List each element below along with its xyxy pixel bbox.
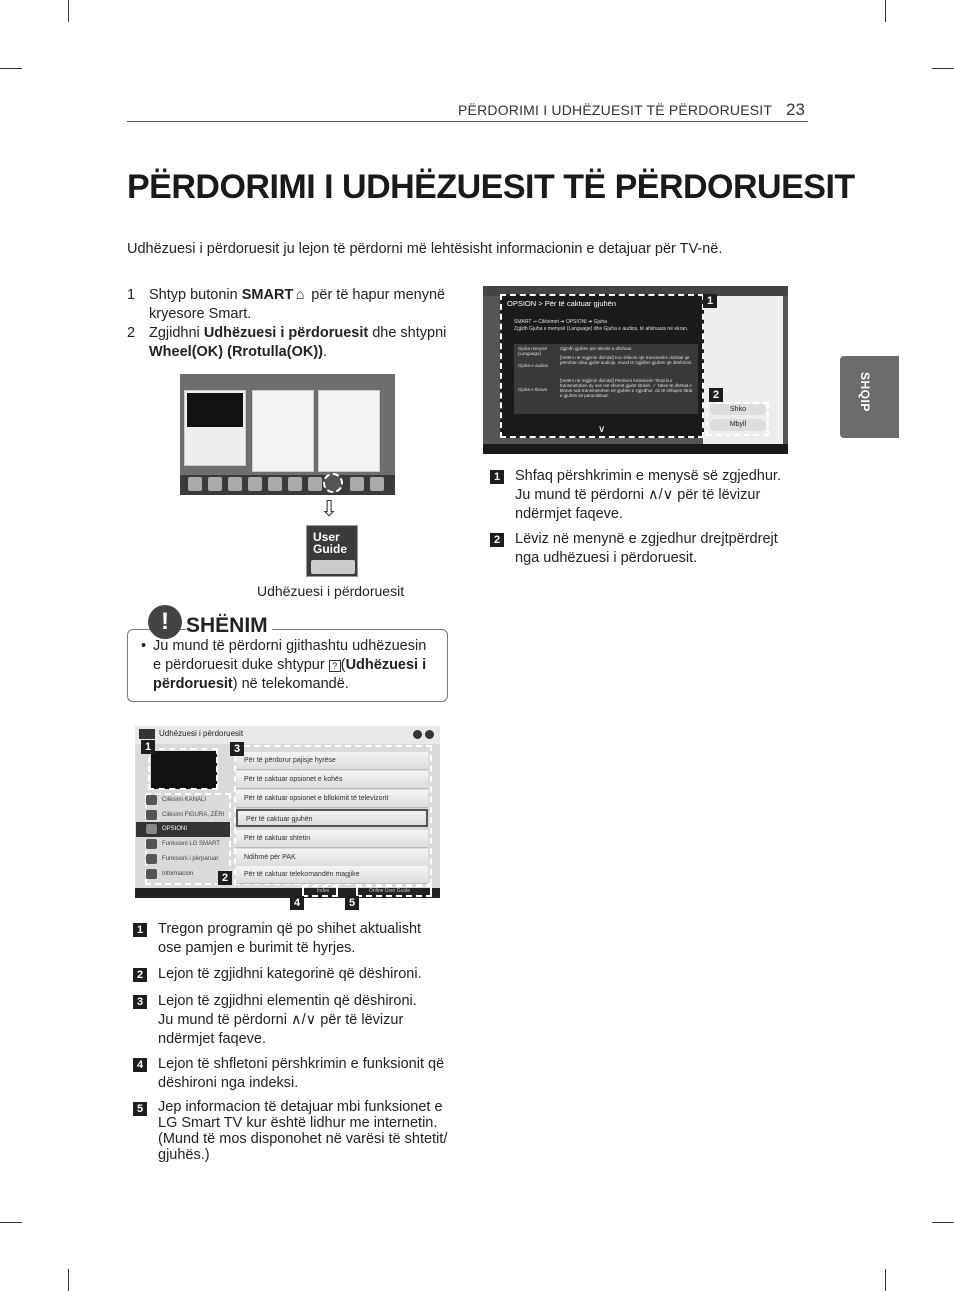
launcher-icon <box>188 477 202 491</box>
legend-text: Lejon të zgjidhni elementin që dëshironi. Ju mund të përdorni ∧/∨ për të lëvizur ndërmjet faqeve. <box>158 993 417 1047</box>
page-title: PËRDORIMI I UDHËZUESIT TË PËRDORUESIT <box>127 168 855 206</box>
chevron-down-icon[interactable]: ∨ <box>598 424 606 435</box>
premium-card <box>252 390 314 472</box>
warning-icon: ! <box>148 605 182 639</box>
crop-mark <box>68 1269 69 1291</box>
marker-1-region <box>148 748 218 790</box>
legend-number: 4 <box>133 1058 147 1072</box>
arrow-down-icon: ⇩ <box>320 496 339 521</box>
screenshot-marker: 2 <box>218 871 232 885</box>
user-guide-launcher-icon[interactable] <box>323 473 343 493</box>
legend-number: 2 <box>490 533 504 547</box>
menu-item[interactable]: Për të caktuar opsionet e kohës <box>236 771 428 789</box>
guide-key-icon: ? <box>329 660 341 672</box>
menu-item[interactable]: Për të caktuar shtetin <box>236 830 428 848</box>
menu-item[interactable]: Për të caktuar opsionet e bllokimit të televizorit <box>236 790 428 808</box>
menu-item[interactable]: Për të përdorur pajisje hyrëse <box>236 752 428 770</box>
home-icon: ⌂ <box>295 287 305 303</box>
marker-4-region <box>302 885 338 897</box>
screenshot-marker: 1 <box>703 294 717 308</box>
crop-mark <box>885 1269 886 1291</box>
go-button[interactable]: Shko <box>710 404 766 415</box>
menu-item-selected[interactable]: Për të caktuar gjuhën <box>236 809 428 827</box>
category-item[interactable]: Cilësimi FIGURA, ZËRI <box>136 808 230 823</box>
user-guide-app-icon[interactable]: User Guide <box>306 525 358 577</box>
crop-mark <box>932 1222 954 1223</box>
category-item[interactable]: Cilësimi KANALI <box>136 793 230 808</box>
user-guide-screenshot: Udhëzuesi i përdoruesit Index Online User Guide <box>135 726 440 898</box>
back-icon[interactable] <box>413 730 422 739</box>
launcher-icon <box>268 477 282 491</box>
crop-mark <box>0 68 22 69</box>
page-number: 23 <box>786 100 805 119</box>
running-header: PËRDORIMI I UDHËZUESIT TË PËRDORUESIT <box>458 102 773 118</box>
crop-mark <box>885 0 886 22</box>
launcher-icon <box>248 477 262 491</box>
legend-number: 3 <box>133 995 147 1009</box>
screenshot-marker: 5 <box>345 896 359 910</box>
intro-paragraph: Udhëzuesi i përdoruesit ju lejon të përdorni më lehtësisht informacionin e detajuar për TV-në. <box>127 241 723 257</box>
launcher-icon <box>208 477 222 491</box>
launcher-icon <box>350 477 364 491</box>
legend-text: Lejon të shfletoni përshkrimin e funksionit që dëshironi nga indeksi. <box>158 1056 445 1091</box>
option-panel: OPSION > Për të caktuar gjuhën SMART ⇒ Cilësimet ➔ OPSIONI ➔ Gjuha Zgjidh Gjuha e menysë (Language) dhe Gjuha e audios, të afishuara në ekran. Gjuha menysë (Language) Zgjedh gjuhën për tekstin e afishuar. Gjuha e audios [Vetëm në regjimin dixhital] Kur shikoni një transmetim dixhital që përmban disa gjuhë audioje, mund të zgjidhni gjuhën që dëshironi. Gjuha e titrave [Vetëm në regjimin dixhital] Përdorni funksionin Titrat kur transmetohen dy ose më shumë gjuhë titrash. ✓ Nëse të dhënat e titrave nuk transmetohen në gjuhën e zgjedhur, do të shfaqen titrat e gjuhës së paracaktuar. ∨ <box>500 294 704 438</box>
crop-mark <box>932 68 954 69</box>
menu-item[interactable]: Ndihmë për PAK <box>236 849 428 867</box>
user-guide-caption: Udhëzuesi i përdoruesit <box>257 583 405 599</box>
category-item[interactable]: Funksioni LG SMART <box>136 837 230 852</box>
category-item[interactable]: Informacion <box>136 867 230 882</box>
screenshot-marker: 2 <box>709 388 723 402</box>
legend-text: Jep informacion të detajuar mbi funksionet e LG Smart TV kur është lidhur me internetin. (Mund të mos disponohet në varësi të shtetit/ gjuhës.) <box>158 1099 448 1163</box>
note-heading: SHËNIM <box>186 614 272 638</box>
apps-card <box>318 390 380 472</box>
launcher-icon <box>370 477 384 491</box>
legend-text: Lejon të zgjidhni kategorinë që dëshironi. <box>158 966 422 982</box>
legend-number: 1 <box>133 923 147 937</box>
note-text: • Ju mund të përdorni gjithashtu udhëzuesin e përdoruesit duke shtypur ? (Udhëzuesi i përdoruesit) në telekomandë. <box>141 638 427 692</box>
language-tab: SHQIP <box>840 356 899 438</box>
category-item[interactable]: Funksioni i përparuar <box>136 852 230 867</box>
step-1: 1 Shtyp butonin SMART ⌂ për të hapur menynë kryesore Smart. <box>127 287 446 322</box>
screenshot-marker: 4 <box>290 896 304 910</box>
launcher-icon <box>228 477 242 491</box>
category-item-selected[interactable]: OPSIONI <box>136 822 230 837</box>
legend-text: Shfaq përshkrimin e menysë së zgjedhur. Ju mund të përdorni ∧/∨ për të lëvizur ndërmjet faqeve. <box>515 468 781 522</box>
close-button[interactable]: Mbyll <box>710 419 766 431</box>
screenshot-marker: 3 <box>230 742 244 756</box>
close-icon[interactable] <box>425 730 434 739</box>
legend-text: Tregon programin që po shihet aktualisht ose pamjen e burimit të hyrjes. <box>158 921 422 956</box>
legend-number: 2 <box>133 968 147 982</box>
launcher-icon <box>288 477 302 491</box>
legend-number: 1 <box>490 470 504 484</box>
header-rule <box>127 121 808 122</box>
menu-item[interactable]: Për të caktuar telekomandën magjike <box>236 866 428 884</box>
legend-text: Lëviz në menynë e zgjedhur drejtpërdrejt nga udhëzuesi i përdoruesit. <box>515 531 778 566</box>
legend-number: 5 <box>133 1102 147 1116</box>
crop-mark <box>0 1222 22 1223</box>
step-2: 2 Zgjidhni Udhëzuesi i përdoruesit dhe shtypni Wheel(OK) (Rrotulla(OK)). <box>127 325 447 360</box>
marker-5-region <box>356 885 432 897</box>
launcher-icon <box>308 477 322 491</box>
tv-card <box>184 390 246 466</box>
crop-mark <box>68 0 69 22</box>
screenshot-marker: 1 <box>141 740 155 754</box>
